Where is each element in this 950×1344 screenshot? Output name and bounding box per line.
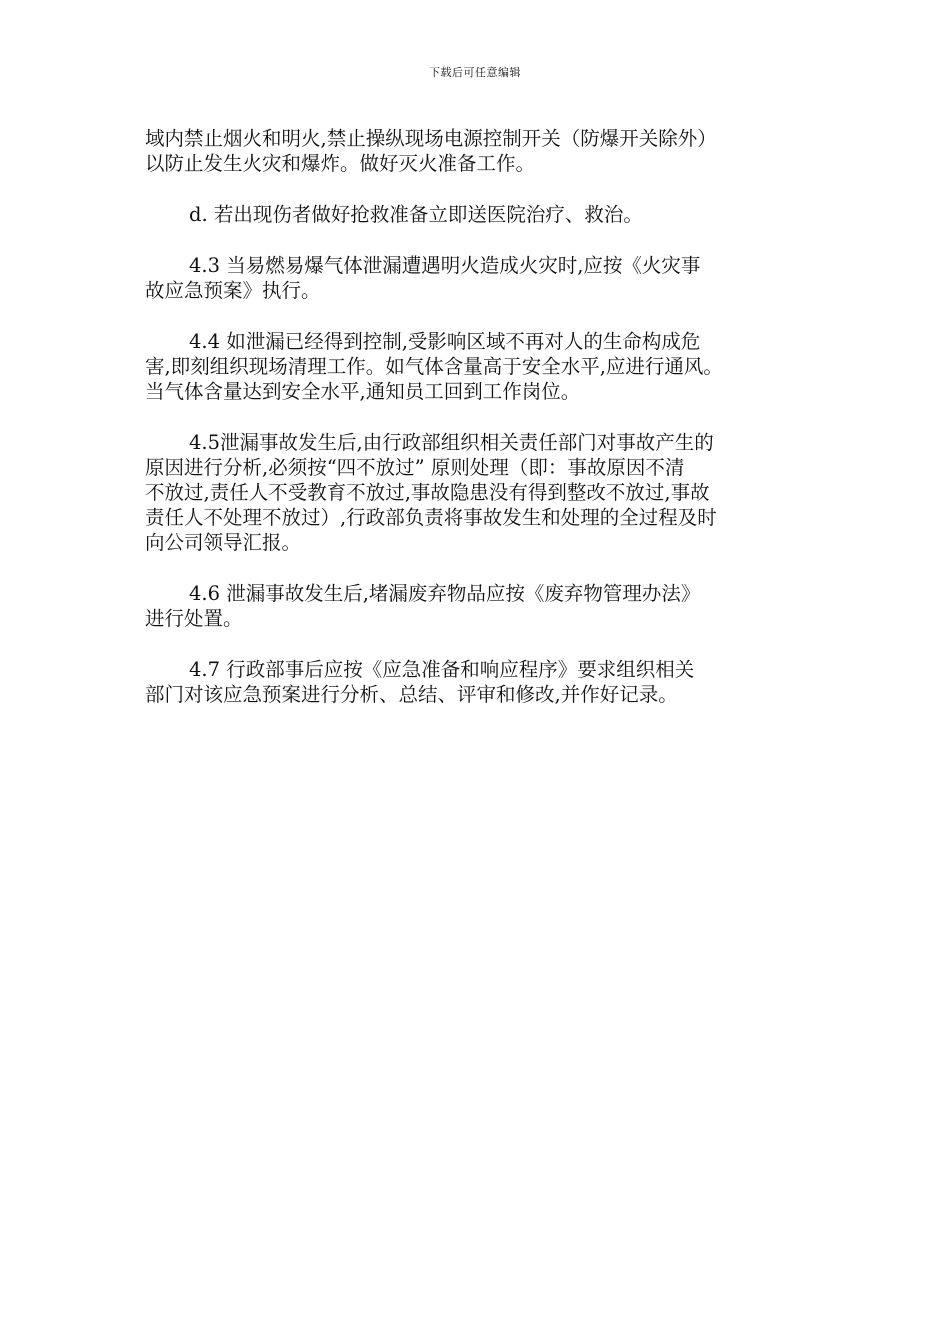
paragraph-line: 当气体含量达到安全水平,通知员工回到工作岗位。 (145, 380, 581, 403)
paragraph-line: 原因进行分析,必须按“四不放过” 原则处理（即：事故原因不清 (145, 456, 685, 479)
paragraph-5 (145, 430, 845, 555)
paragraph-line: 4.6 泄漏事故发生后,堵漏废弃物品应按《废弃物管理办法》 (189, 582, 701, 605)
paragraph-line: 向公司领导汇报。 (145, 531, 302, 554)
paragraph-3 (145, 253, 845, 303)
paragraph-line: 故应急预案》执行。 (145, 279, 321, 302)
paragraph-line: 4.7 行政部事后应按《应急准备和响应程序》要求组织相关 (189, 658, 695, 681)
paragraph-line: 进行处置。 (145, 607, 243, 630)
page-header: 下载后可任意编辑 (429, 66, 521, 79)
paragraph-7 (145, 657, 845, 707)
paragraph-line: 害,即刻组织现场清理工作。如气体含量高于安全水平,应进行通风。 (145, 355, 723, 378)
paragraph-2 (145, 202, 845, 227)
paragraph-line: 以防止发生火灾和爆炸。做好灭火准备工作。 (145, 152, 536, 175)
paragraph-line: 4.4 如泄漏已经得到控制,受影响区域不再对人的生命构成危 (189, 330, 701, 353)
paragraph-line: 4.3 当易燃易爆气体泄漏遭遇明火造成火灾时,应按《火灾事 (189, 254, 701, 277)
paragraph-4 (145, 329, 845, 404)
paragraph-line: d. 若出现伤者做好抢救准备立即送医院治疗、救治。 (189, 203, 643, 226)
paragraph-line: 责任人不处理不放过）,行政部负责将事故发生和处理的全过程及时 (145, 506, 717, 529)
paragraph-6 (145, 581, 845, 631)
paragraph-line: 不放过,责任人不受教育不放过,事故隐患没有得到整改不放过,事故 (145, 481, 710, 504)
paragraph-line: 部门对该应急预案进行分析、总结、评审和修改,并作好记录。 (145, 683, 678, 706)
paragraph-line: 4.5泄漏事故发生后,由行政部组织相关责任部门对事故产生的 (189, 431, 714, 454)
paragraph-line: 域内禁止烟火和明火,禁止操纵现场电源控制开关（防爆开关除外） (145, 127, 717, 150)
document-body (145, 126, 845, 733)
paragraph-1 (145, 126, 845, 176)
